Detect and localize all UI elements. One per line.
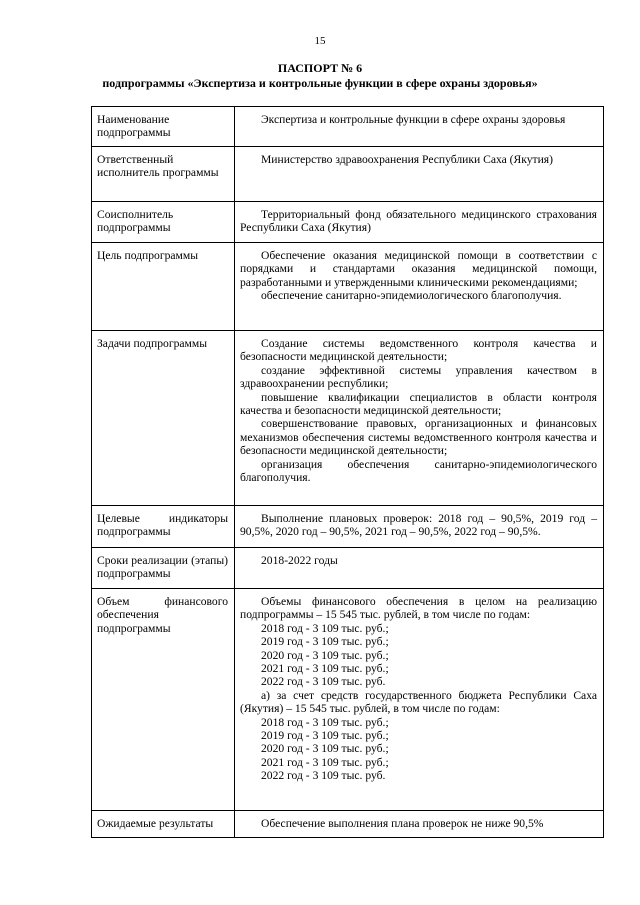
- paragraph: Создание системы ведомственного контроля качества и безопасности медицинской деятельности;: [240, 337, 597, 364]
- row-value: [235, 243, 604, 331]
- row-tasks: [92, 331, 604, 506]
- row-value: [235, 147, 604, 202]
- row-value: [235, 331, 604, 506]
- paragraph: а) за счет средств государственного бюджета Республики Саха (Якутия) – 15 545 тыс. рублей, в том числе по годам:: [240, 688, 597, 716]
- row-label: Ответственный исполнитель программы: [92, 147, 235, 202]
- paragraph: Обеспечение оказания медицинской помощи в соответствии с порядками и стандартами оказания медицинской помощи, разработанными и утвержденными клиническими рекомендациями;: [240, 249, 597, 289]
- row-label: Наименование подпрограммы: [92, 107, 235, 147]
- paragraph: Экспертиза и контрольные функции в сфере охраны здоровья: [261, 113, 566, 126]
- row-value: [235, 506, 604, 548]
- passport-table: [91, 106, 604, 838]
- paragraph: создание эффективной системы управления качеством в здравоохранении республики;: [240, 363, 597, 391]
- year-line: 2021 год - 3 109 тыс. руб.;: [261, 755, 389, 769]
- row-value: [235, 202, 604, 243]
- paragraph: совершенствование правовых, организационных и финансовых механизмов обеспечения системы ведомственного контроля качества и безопасности медицинской деятельности;: [240, 417, 597, 458]
- paragraph: организация обеспечения санитарно-эпидемиологического благополучия.: [240, 457, 597, 485]
- year-line: 2022 год - 3 109 тыс. руб.: [261, 675, 386, 689]
- row-label: Задачи подпрограммы: [92, 331, 235, 506]
- row-value: [235, 548, 604, 589]
- year-line: 2019 год - 3 109 тыс. руб.;: [261, 635, 389, 649]
- row-label: Соисполнитель подпрограммы: [92, 202, 235, 243]
- year-line: 2021 год - 3 109 тыс. руб.;: [261, 662, 389, 676]
- paragraph: Выполнение плановых проверок: 2018 год – 90,5%, 2019 год – 90,5%, 2020 год – 90,5%, 2021 год – 90,5%, 2022 год – 90,5%.: [240, 512, 597, 539]
- document-title: ПАСПОРТ № 6: [277, 61, 363, 75]
- paragraph: Министерство здравоохранения Республики Саха (Якутия): [261, 153, 553, 166]
- row-label: Целевые индикаторы подпрограммы: [92, 506, 235, 548]
- row-label: Ожидаемые результаты: [92, 811, 235, 838]
- row-name: [92, 107, 604, 147]
- year-line: 2019 год - 3 109 тыс. руб.;: [261, 729, 389, 743]
- year-line: 2022 год - 3 109 тыс. руб.: [261, 769, 386, 783]
- year-line: 2018 год - 3 109 тыс. руб.;: [261, 621, 389, 635]
- year-line: 2018 год - 3 109 тыс. руб.;: [261, 715, 389, 729]
- year-line: 2020 год - 3 109 тыс. руб.;: [261, 742, 389, 756]
- paragraph: повышение квалификации специалистов в области контроля качества и безопасности медицинской деятельности;: [240, 390, 597, 418]
- year-line: 2020 год - 3 109 тыс. руб.;: [261, 648, 389, 662]
- row-coexecutor: [92, 202, 604, 243]
- paragraph: Обеспечение выполнения плана проверок не ниже 90,5%: [261, 817, 544, 830]
- paragraph: Территориальный фонд обязательного медицинского страхования Республики Саха (Якутия): [240, 208, 597, 235]
- page-number: 15: [314, 35, 326, 47]
- row-goal: [92, 243, 604, 331]
- row-results: [92, 811, 604, 838]
- row-responsible: [92, 147, 604, 202]
- row-indicators: [92, 506, 604, 548]
- row-value: [235, 589, 604, 811]
- row-funding: [92, 589, 604, 811]
- paragraph: 2018-2022 годы: [261, 554, 338, 567]
- row-terms: [92, 548, 604, 589]
- document-subtitle: подпрограммы «Экспертиза и контрольные функции в сфере охраны здоровья»: [102, 76, 538, 90]
- row-label: Цель подпрограммы: [92, 243, 235, 331]
- paragraph: Объемы финансового обеспечения в целом на реализацию подпрограммы – 15 545 тыс. рублей, в том числе по годам:: [240, 595, 597, 622]
- row-value: [235, 811, 604, 838]
- row-label: Сроки реализации (этапы) подпрограммы: [92, 548, 235, 589]
- row-label: Объем финансового обеспечения подпрограммы: [92, 589, 235, 811]
- paragraph: обеспечение санитарно-эпидемиологического благополучия.: [261, 289, 562, 303]
- row-value: [235, 107, 604, 147]
